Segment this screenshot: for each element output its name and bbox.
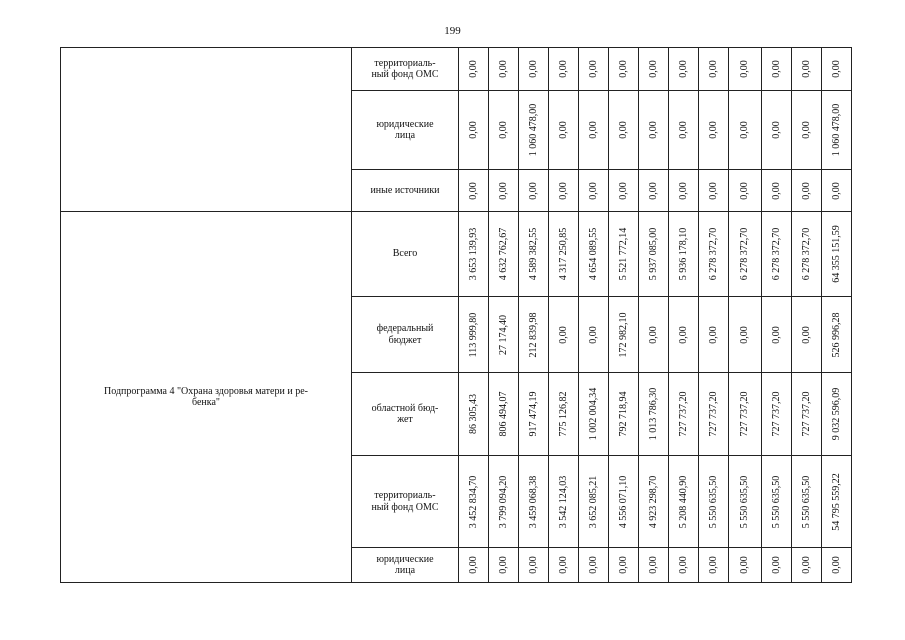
value-text: 0,00 bbox=[707, 121, 719, 139]
value-cell bbox=[579, 212, 609, 297]
value-cell bbox=[729, 373, 762, 456]
value-cell bbox=[579, 548, 609, 583]
value-cell bbox=[609, 170, 639, 212]
value-cell bbox=[792, 373, 822, 456]
value-cell bbox=[609, 48, 639, 91]
value-text: 5 550 635,50 bbox=[800, 475, 812, 528]
value-cell bbox=[459, 48, 489, 91]
value-cell bbox=[762, 48, 792, 91]
value-text: 0,00 bbox=[647, 181, 659, 200]
value-text: 0,00 bbox=[739, 325, 750, 344]
table-row bbox=[61, 48, 852, 91]
value-text: 54 795 559,22 bbox=[830, 472, 842, 531]
value-text: 0,00 bbox=[467, 556, 479, 574]
value-cell bbox=[609, 456, 639, 548]
value-cell bbox=[459, 548, 489, 583]
value-cell bbox=[762, 91, 792, 170]
total-value-cell bbox=[822, 373, 852, 456]
value-cell bbox=[639, 48, 669, 91]
value-text: 4 589 382,55 bbox=[527, 227, 539, 281]
value-text: 6 278 372,70 bbox=[739, 227, 750, 281]
value-cell bbox=[459, 373, 489, 456]
value-cell bbox=[699, 170, 729, 212]
value-text: 727 737,20 bbox=[770, 391, 782, 437]
value-cell bbox=[549, 548, 579, 583]
value-text: 0,00 bbox=[770, 60, 782, 78]
value-text: 3 452 834,70 bbox=[467, 475, 479, 528]
funding-source-cell bbox=[352, 373, 459, 456]
value-text: 3 459 068,38 bbox=[527, 475, 539, 528]
value-cell bbox=[489, 91, 519, 170]
value-text: 0,00 bbox=[770, 325, 782, 344]
value-text: 775 126,82 bbox=[557, 391, 569, 437]
value-text: 3 542 124,03 bbox=[557, 475, 569, 528]
value-cell bbox=[669, 48, 699, 91]
total-value-cell bbox=[822, 212, 852, 297]
value-cell bbox=[729, 48, 762, 91]
value-text: 0,00 bbox=[497, 556, 509, 574]
value-text: 0,00 bbox=[707, 60, 719, 78]
value-cell bbox=[669, 91, 699, 170]
value-text: 1 002 004,34 bbox=[587, 387, 599, 441]
value-text: 0,00 bbox=[800, 325, 812, 344]
value-text: 3 652 085,21 bbox=[587, 475, 599, 528]
value-text: 0,00 bbox=[467, 121, 479, 139]
value-cell bbox=[669, 170, 699, 212]
value-text: 5 550 635,50 bbox=[770, 475, 782, 528]
value-text: 1 013 786,30 bbox=[647, 387, 659, 441]
value-cell bbox=[579, 456, 609, 548]
value-text: 0,00 bbox=[497, 60, 509, 78]
value-cell bbox=[639, 297, 669, 373]
value-text: 4 654 089,55 bbox=[587, 227, 599, 281]
value-text: 5 550 635,50 bbox=[707, 475, 719, 528]
value-cell bbox=[609, 548, 639, 583]
value-text: 9 032 596,09 bbox=[830, 387, 842, 441]
value-text: 0,00 bbox=[647, 325, 659, 344]
value-text: 0,00 bbox=[647, 60, 659, 78]
value-cell bbox=[792, 297, 822, 373]
value-text: 0,00 bbox=[677, 121, 689, 139]
value-text: 64 355 151,59 bbox=[830, 225, 842, 283]
value-cell bbox=[792, 456, 822, 548]
value-text: 0,00 bbox=[739, 60, 750, 78]
value-cell bbox=[519, 91, 549, 170]
value-text: 0,00 bbox=[677, 181, 689, 200]
value-text: 0,00 bbox=[830, 60, 842, 78]
value-cell bbox=[609, 91, 639, 170]
funding-source-label: федеральный бюджет bbox=[376, 323, 434, 346]
value-text: 0,00 bbox=[677, 556, 689, 574]
funding-source-cell bbox=[352, 48, 459, 91]
value-cell bbox=[519, 548, 549, 583]
value-text: 0,00 bbox=[770, 556, 782, 574]
value-cell bbox=[579, 170, 609, 212]
value-cell bbox=[519, 170, 549, 212]
value-cell bbox=[489, 297, 519, 373]
value-text: 4 632 762,67 bbox=[497, 227, 509, 281]
value-cell bbox=[519, 212, 549, 297]
value-cell bbox=[762, 456, 792, 548]
value-text: 526 996,28 bbox=[830, 312, 842, 357]
table-row bbox=[61, 212, 852, 297]
value-text: 0,00 bbox=[800, 556, 812, 574]
value-cell bbox=[762, 297, 792, 373]
value-text: 727 737,20 bbox=[677, 391, 689, 437]
value-cell bbox=[489, 212, 519, 297]
value-text: 0,00 bbox=[830, 181, 842, 200]
value-text: 6 278 372,70 bbox=[707, 227, 719, 281]
value-cell bbox=[669, 373, 699, 456]
value-text: 172 982,10 bbox=[617, 312, 629, 357]
value-cell bbox=[549, 48, 579, 91]
value-text: 0,00 bbox=[647, 556, 659, 574]
value-cell bbox=[489, 456, 519, 548]
value-text: 0,00 bbox=[587, 181, 599, 200]
page-number: 199 bbox=[444, 25, 461, 37]
value-text: 5 550 635,50 bbox=[739, 475, 750, 528]
program-name: Подпрограмма 4 "Охрана здоровья матери и ре- бенка" bbox=[104, 385, 308, 408]
total-value-cell bbox=[822, 297, 852, 373]
value-text: 0,00 bbox=[587, 121, 599, 139]
value-cell bbox=[669, 212, 699, 297]
value-cell bbox=[579, 91, 609, 170]
value-cell bbox=[579, 373, 609, 456]
value-text: 4 923 298,70 bbox=[647, 475, 659, 528]
value-cell bbox=[489, 170, 519, 212]
value-cell bbox=[639, 548, 669, 583]
value-cell bbox=[792, 548, 822, 583]
value-cell bbox=[549, 91, 579, 170]
value-cell bbox=[549, 456, 579, 548]
value-cell bbox=[762, 373, 792, 456]
value-text: 0,00 bbox=[557, 325, 569, 344]
value-text: 86 305,43 bbox=[467, 394, 479, 434]
value-text: 0,00 bbox=[830, 556, 842, 574]
value-text: 113 999,80 bbox=[467, 312, 479, 357]
value-cell bbox=[639, 456, 669, 548]
value-text: 0,00 bbox=[527, 181, 539, 200]
value-text: 4 317 250,85 bbox=[557, 227, 569, 281]
value-cell bbox=[459, 456, 489, 548]
value-text: 0,00 bbox=[800, 121, 812, 139]
value-cell bbox=[792, 91, 822, 170]
value-text: 27 174,40 bbox=[497, 314, 509, 355]
funding-source-label: Всего bbox=[392, 248, 418, 260]
value-text: 0,00 bbox=[467, 60, 479, 78]
value-text: 0,00 bbox=[800, 181, 812, 200]
value-text: 917 474,19 bbox=[527, 391, 539, 437]
value-cell bbox=[579, 48, 609, 91]
value-cell bbox=[489, 48, 519, 91]
value-text: 0,00 bbox=[467, 181, 479, 200]
value-cell bbox=[729, 456, 762, 548]
value-cell bbox=[792, 48, 822, 91]
value-cell bbox=[699, 373, 729, 456]
value-cell bbox=[489, 548, 519, 583]
value-cell bbox=[519, 48, 549, 91]
value-cell bbox=[609, 373, 639, 456]
funding-source-label: юридические лица bbox=[376, 118, 434, 141]
funding-source-label: областной бюд- жет bbox=[371, 402, 439, 425]
value-text: 0,00 bbox=[677, 60, 689, 78]
total-value-cell bbox=[822, 91, 852, 170]
value-text: 0,00 bbox=[617, 181, 629, 200]
value-text: 0,00 bbox=[617, 60, 629, 78]
value-cell bbox=[609, 212, 639, 297]
value-text: 1 060 478,00 bbox=[830, 103, 842, 157]
value-cell bbox=[792, 212, 822, 297]
value-text: 0,00 bbox=[739, 121, 750, 139]
value-cell bbox=[762, 548, 792, 583]
total-value-cell bbox=[822, 170, 852, 212]
value-text: 5 937 085,00 bbox=[647, 227, 659, 281]
value-cell bbox=[549, 170, 579, 212]
value-text: 0,00 bbox=[587, 325, 599, 344]
value-cell bbox=[459, 91, 489, 170]
value-cell bbox=[519, 297, 549, 373]
value-cell bbox=[639, 170, 669, 212]
value-cell bbox=[459, 170, 489, 212]
value-text: 0,00 bbox=[707, 325, 719, 344]
funding-table bbox=[60, 47, 852, 583]
funding-source-cell bbox=[352, 212, 459, 297]
value-cell bbox=[519, 373, 549, 456]
value-text: 0,00 bbox=[557, 60, 569, 78]
value-text: 212 839,98 bbox=[527, 312, 539, 357]
value-cell bbox=[459, 297, 489, 373]
value-cell bbox=[459, 212, 489, 297]
value-text: 0,00 bbox=[739, 556, 750, 574]
funding-source-cell bbox=[352, 456, 459, 548]
value-text: 727 737,20 bbox=[707, 391, 719, 437]
value-cell bbox=[639, 91, 669, 170]
value-text: 0,00 bbox=[587, 60, 599, 78]
value-text: 5 521 772,14 bbox=[617, 227, 629, 281]
value-text: 0,00 bbox=[617, 121, 629, 139]
value-cell bbox=[762, 212, 792, 297]
value-cell bbox=[699, 91, 729, 170]
value-text: 0,00 bbox=[497, 121, 509, 139]
value-cell bbox=[762, 170, 792, 212]
value-text: 0,00 bbox=[770, 121, 782, 139]
value-text: 5 208 440,90 bbox=[677, 475, 689, 528]
value-text: 0,00 bbox=[800, 60, 812, 78]
value-text: 0,00 bbox=[527, 60, 539, 78]
value-text: 0,00 bbox=[587, 556, 599, 574]
value-text: 6 278 372,70 bbox=[800, 227, 812, 281]
value-text: 0,00 bbox=[557, 556, 569, 574]
value-text: 5 936 178,10 bbox=[677, 227, 689, 281]
value-text: 806 494,07 bbox=[497, 391, 509, 437]
total-value-cell bbox=[822, 456, 852, 548]
value-text: 727 737,20 bbox=[800, 391, 812, 437]
value-cell bbox=[669, 297, 699, 373]
value-text: 0,00 bbox=[647, 121, 659, 139]
value-cell bbox=[549, 373, 579, 456]
program-cell bbox=[61, 48, 352, 212]
value-cell bbox=[729, 91, 762, 170]
value-text: 0,00 bbox=[739, 181, 750, 200]
funding-source-cell bbox=[352, 297, 459, 373]
value-text: 3 799 094,20 bbox=[497, 475, 509, 528]
value-text: 727 737,20 bbox=[739, 391, 750, 437]
value-cell bbox=[729, 297, 762, 373]
value-cell bbox=[669, 456, 699, 548]
value-cell bbox=[792, 170, 822, 212]
value-text: 0,00 bbox=[557, 181, 569, 200]
value-text: 4 556 071,10 bbox=[617, 475, 629, 528]
value-text: 6 278 372,70 bbox=[770, 227, 782, 281]
value-cell bbox=[729, 170, 762, 212]
value-text: 0,00 bbox=[707, 181, 719, 200]
funding-source-label: иные источники bbox=[370, 184, 440, 196]
value-cell bbox=[609, 297, 639, 373]
funding-source-cell bbox=[352, 91, 459, 170]
value-cell bbox=[699, 548, 729, 583]
value-text: 3 653 139,93 bbox=[467, 227, 479, 281]
value-cell bbox=[669, 548, 699, 583]
value-cell bbox=[699, 212, 729, 297]
funding-source-label: юридические лица bbox=[376, 553, 434, 576]
value-text: 0,00 bbox=[557, 121, 569, 139]
value-text: 0,00 bbox=[770, 181, 782, 200]
value-cell bbox=[729, 548, 762, 583]
value-cell bbox=[699, 48, 729, 91]
value-text: 0,00 bbox=[617, 556, 629, 574]
value-text: 0,00 bbox=[527, 556, 539, 574]
program-cell bbox=[61, 212, 352, 583]
funding-source-cell bbox=[352, 548, 459, 583]
value-text: 0,00 bbox=[707, 556, 719, 574]
funding-source-label: территориаль- ный фонд ОМС bbox=[371, 57, 439, 80]
total-value-cell bbox=[822, 48, 852, 91]
value-cell bbox=[639, 373, 669, 456]
funding-table-body bbox=[61, 48, 852, 583]
value-cell bbox=[549, 212, 579, 297]
value-cell bbox=[549, 297, 579, 373]
value-cell bbox=[639, 212, 669, 297]
value-cell bbox=[519, 456, 549, 548]
funding-source-cell bbox=[352, 170, 459, 212]
funding-source-label: территориаль- ный фонд ОМС bbox=[371, 490, 439, 513]
value-cell bbox=[699, 456, 729, 548]
value-text: 792 718,94 bbox=[617, 391, 629, 437]
value-text: 0,00 bbox=[497, 181, 509, 200]
value-cell bbox=[489, 373, 519, 456]
value-text: 1 060 478,00 bbox=[527, 103, 539, 157]
total-value-cell bbox=[822, 548, 852, 583]
value-cell bbox=[699, 297, 729, 373]
value-cell bbox=[729, 212, 762, 297]
value-cell bbox=[579, 297, 609, 373]
value-text: 0,00 bbox=[677, 325, 689, 344]
